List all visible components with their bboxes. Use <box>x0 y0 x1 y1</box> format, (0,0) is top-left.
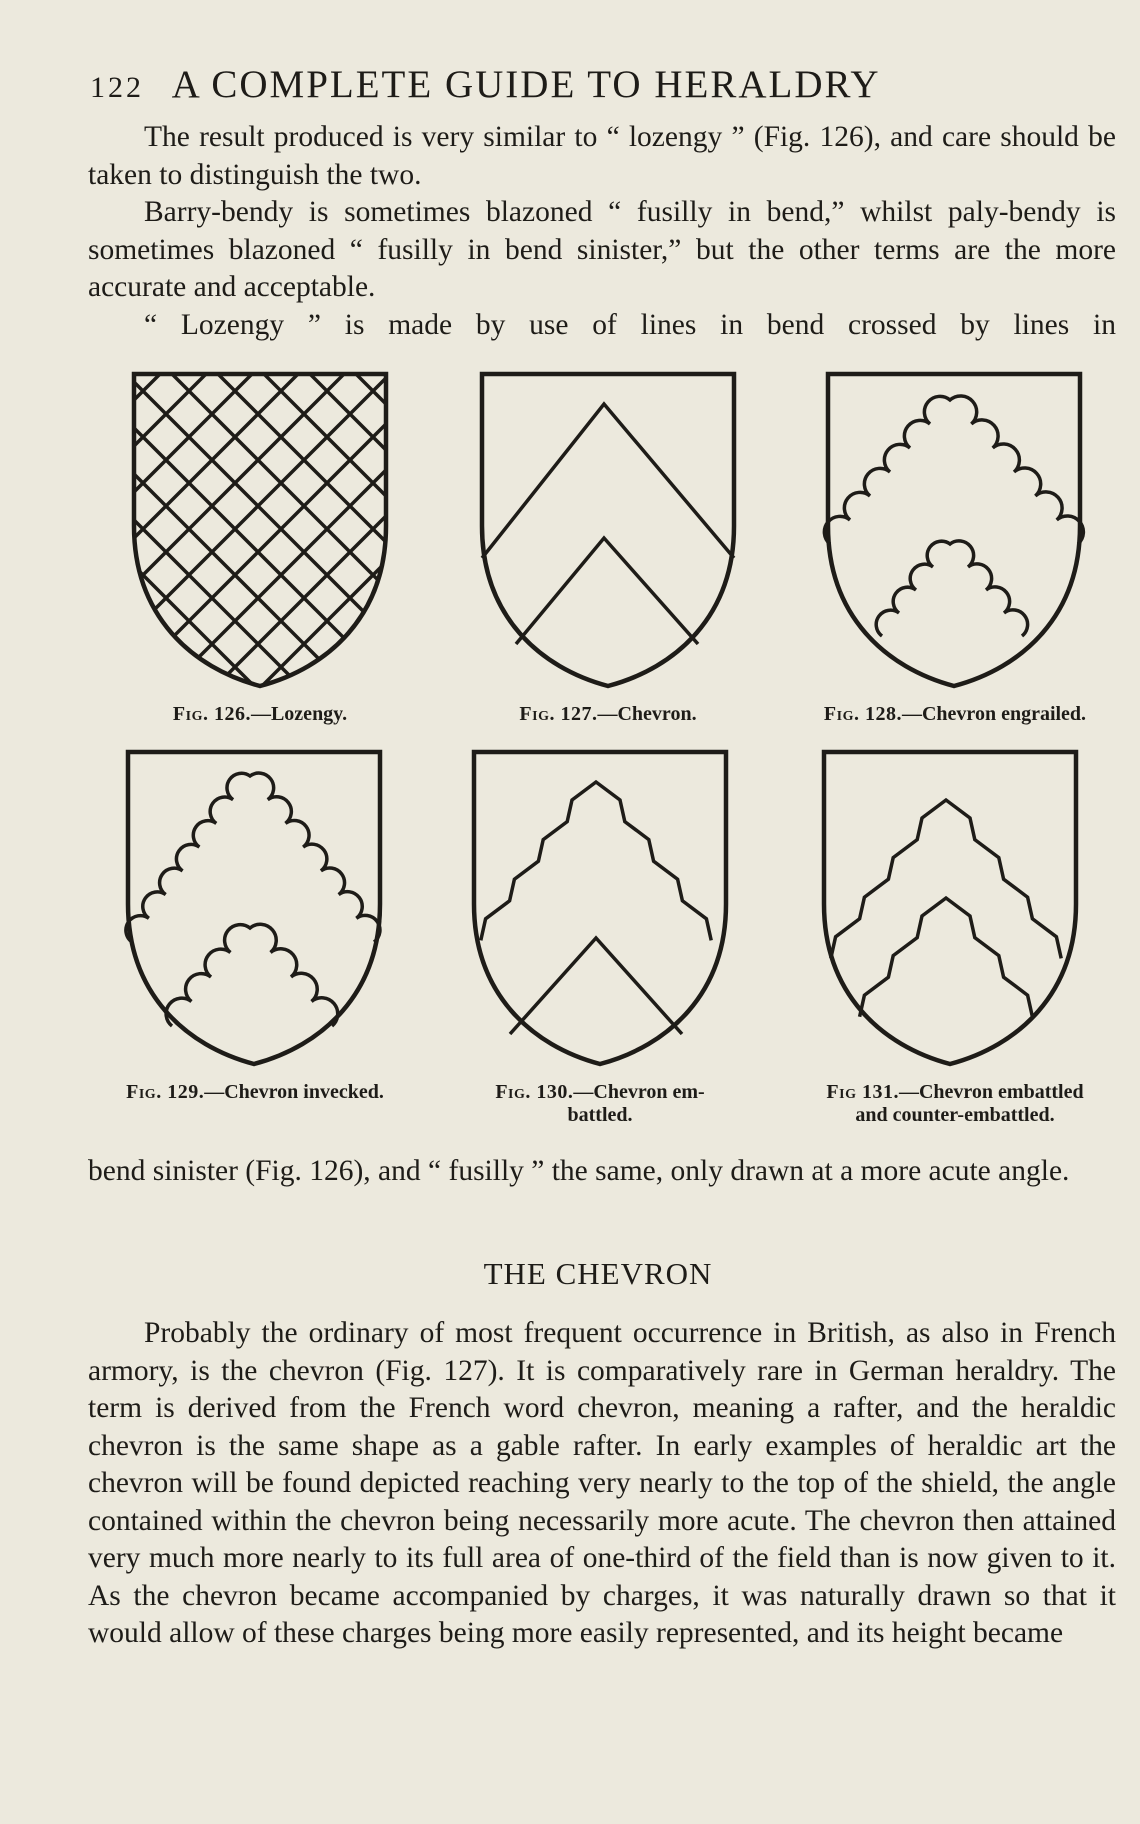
figure-131 <box>818 746 1082 1072</box>
text-block-top <box>88 119 1116 344</box>
figure-129 <box>122 746 386 1072</box>
paragraph: The result produced is very similar to “ lozengy ” (Fig. 126), and care should be taken to distinguish the two. <box>88 121 1116 191</box>
figure-128 <box>822 368 1086 694</box>
paragraph: “ Lozengy ” is made by use of lines in bend crossed by lines in <box>144 308 1116 341</box>
shield-chevron-engrailed-icon <box>822 368 1086 694</box>
shield-chevron-embattled-icon <box>468 746 732 1072</box>
paragraph: Barry-bendy is sometimes blazoned “ fusilly in bend,” whilst paly-bendy is sometimes blazoned “ fusilly in bend sinister,” but the other terms are the more accurate and acceptable. <box>88 196 1116 303</box>
shield-chevron-embattled-counter-embattled-icon <box>818 746 1082 1072</box>
caption-128: Fig. 128.—Chevron engrailed. <box>823 703 1087 725</box>
shield-chevron-invecked-icon <box>122 746 386 1072</box>
figure-130 <box>468 746 732 1072</box>
caption-129: Fig. 129.—Chevron invecked. <box>126 1081 384 1103</box>
paragraph: bend sinister (Fig. 126), and “ fusilly ” the same, only drawn at a more acute angle. <box>88 1155 1070 1187</box>
caption-131: Fig 131.—Chevron embattled and counter-embattled. <box>826 1081 1084 1126</box>
paragraph: Probably the ordinary of most frequent occurrence in British, as also in French armory, is the chevron (Fig. 127). It is comparatively rare in German heraldry. The term is derived from the French word chevron, meaning a rafter, and the heraldic chevron is the same shape as a gable rafter. In early examples of heraldic art the chevron will be found depicted reaching very nearly to the top of the shield, the angle contained within the chevron being necessarily more acute. The chevron then attained very much more nearly to its full area of one-third of the field than is now given to it. As the chevron became accompanied by charges, it was naturally drawn so that it would allow of these charges being more easily represented, and its height became <box>88 1317 1116 1649</box>
caption-126: Fig. 126.—Lozengy. <box>172 703 348 725</box>
page-number: 122 <box>90 71 144 104</box>
caption-127: Fig. 127.—Chevron. <box>519 703 697 725</box>
text-block-bottom <box>88 1315 1116 1653</box>
caption-130: Fig. 130.—Chevron em- battled. <box>495 1081 705 1126</box>
shield-chevron-icon <box>476 368 740 694</box>
shield-lozengy-icon <box>128 368 392 694</box>
figure-126 <box>128 368 392 694</box>
figure-127 <box>476 368 740 694</box>
text-block-middle <box>88 1153 1116 1191</box>
running-head <box>90 62 1050 107</box>
running-title: A COMPLETE GUIDE TO HERALDRY <box>171 63 881 106</box>
section-heading: THE CHEVRON <box>483 1256 713 1291</box>
